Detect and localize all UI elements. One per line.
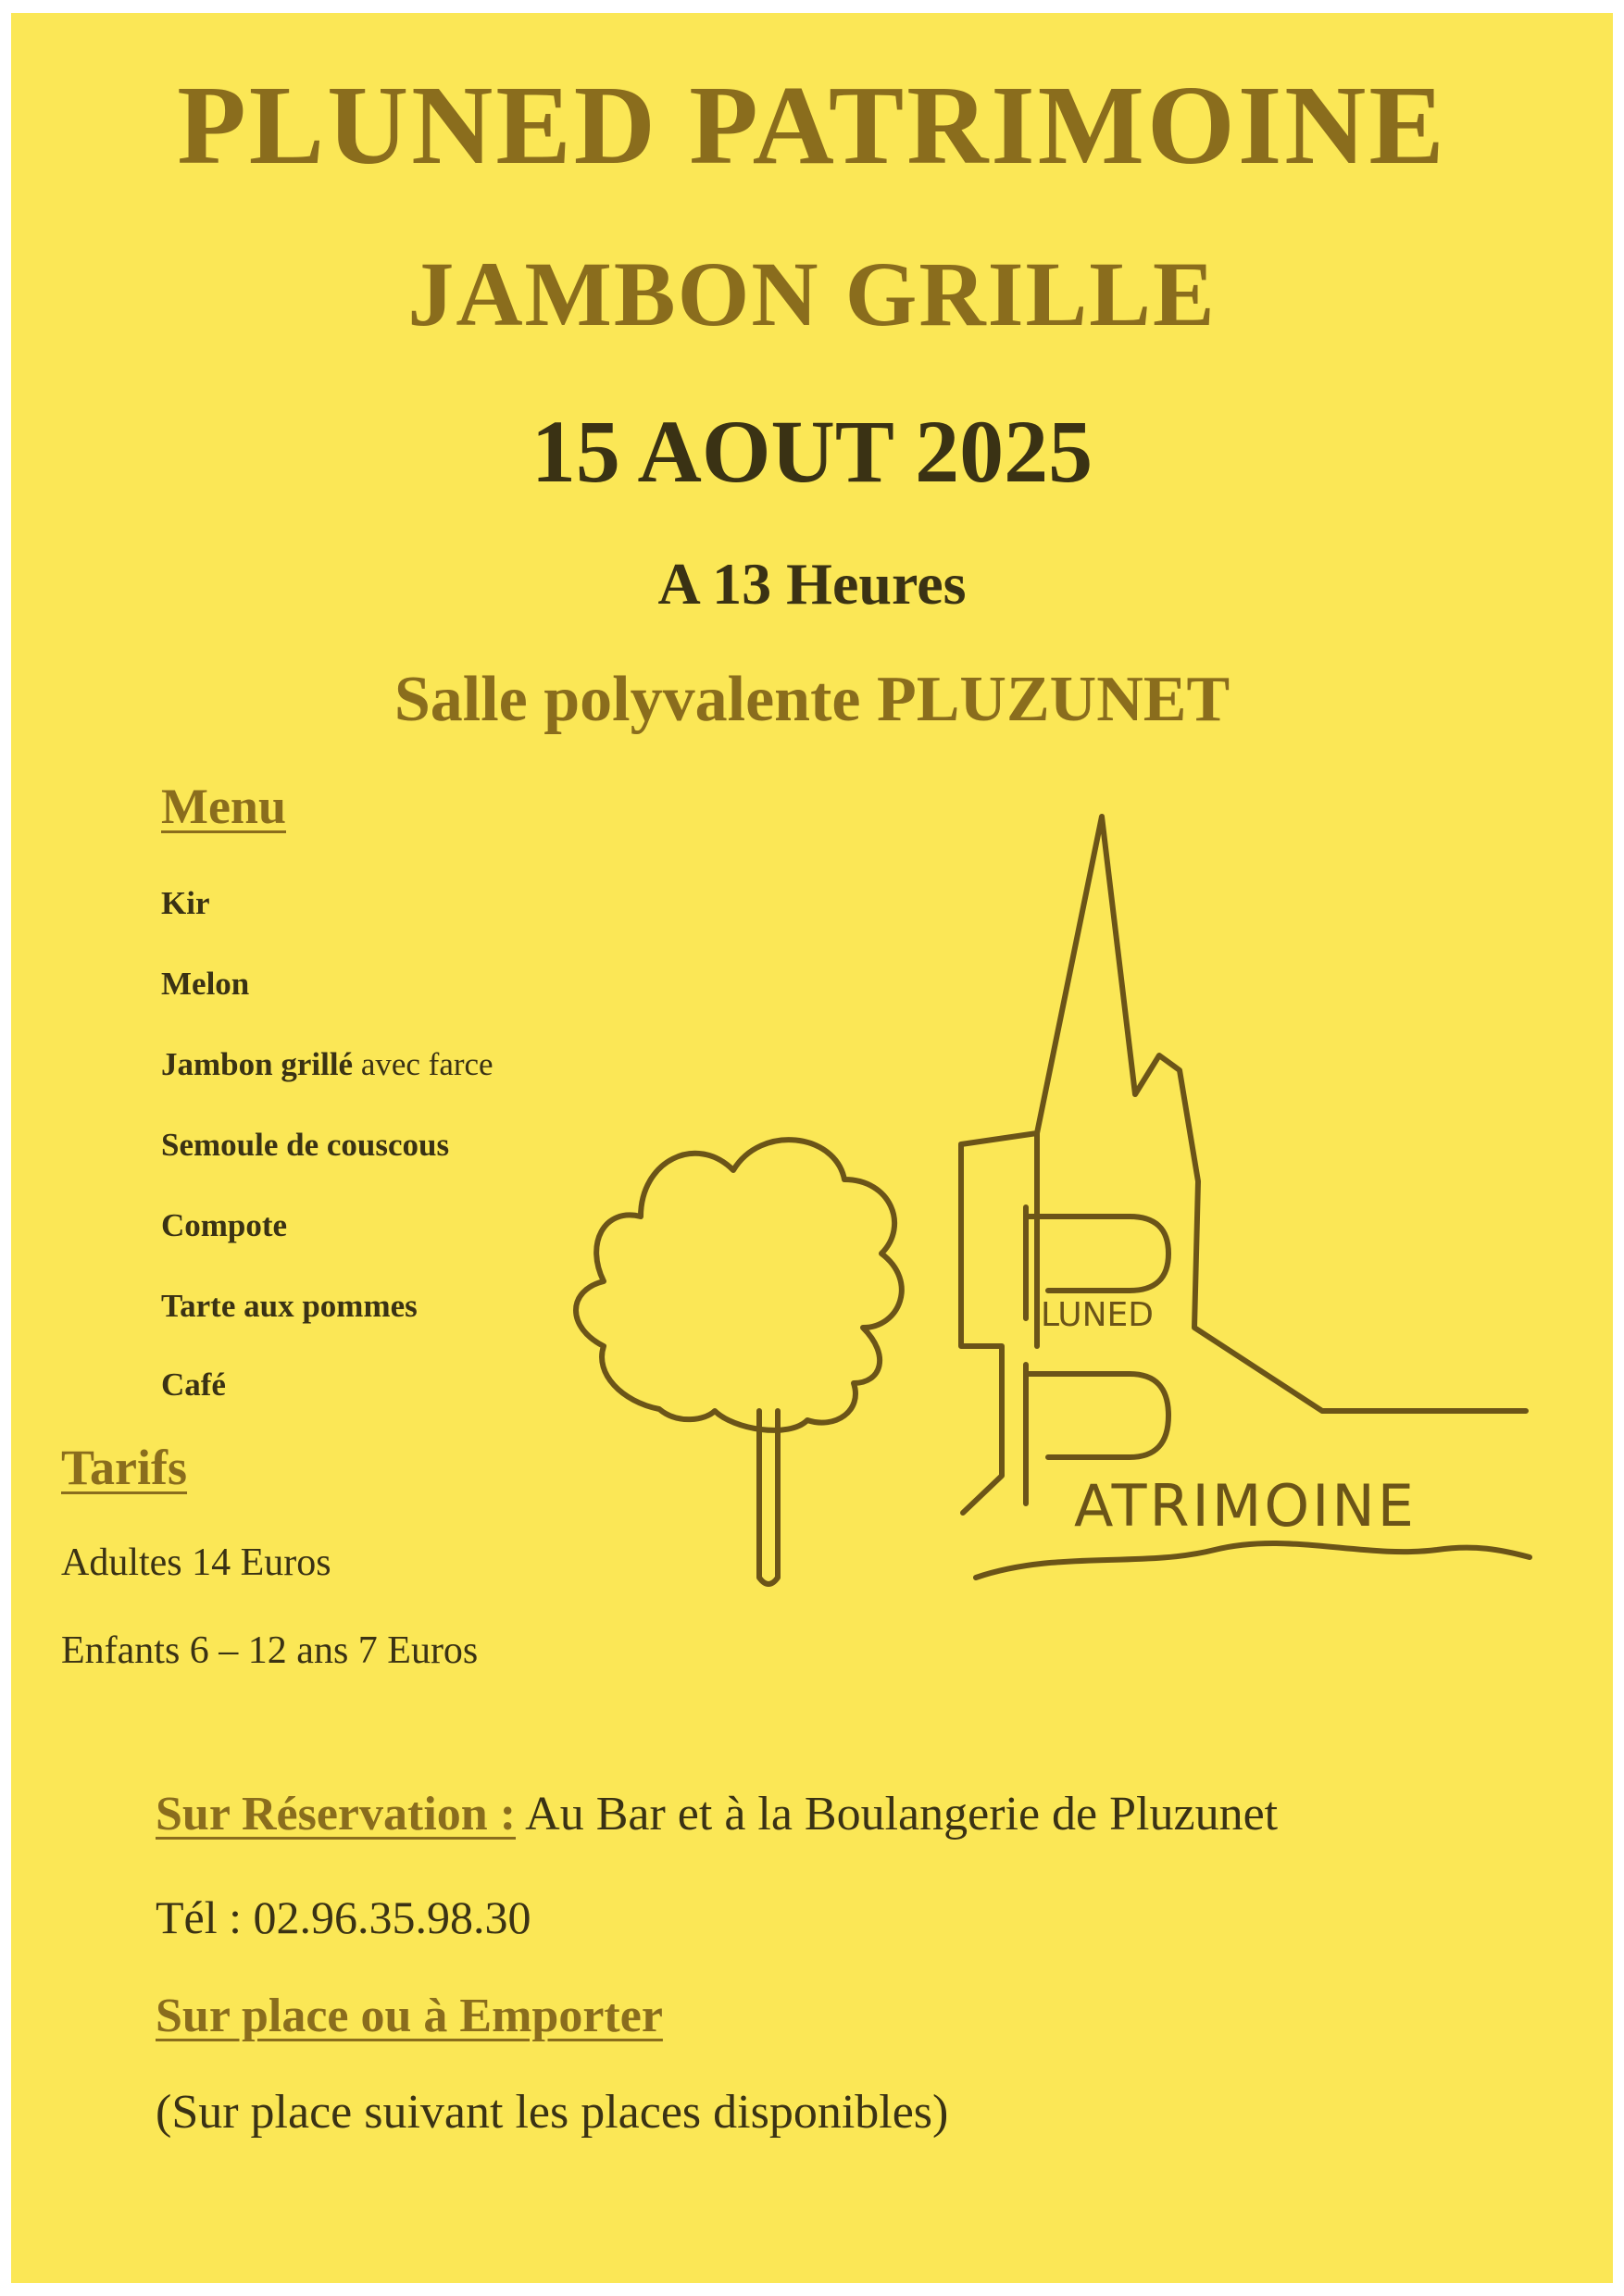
menu-heading: Menu [161, 779, 286, 834]
menu-item: Kir [161, 885, 210, 921]
reservation-label: Sur Réservation : [156, 1788, 517, 1841]
church-icon [961, 817, 1526, 1513]
event-name: JAMBON GRILLE [407, 243, 1217, 345]
price-children: Enfants 6 – 12 ans 7 Euros [61, 1629, 479, 1672]
logo-word-luned: LUNED [1041, 1296, 1155, 1334]
phone-number: Tél : 02.96.35.98.30 [156, 1891, 531, 1943]
event-date: 15 AOUT 2025 [531, 402, 1093, 501]
menu-item: Tarte aux pommes [161, 1288, 418, 1324]
menu-item: Compote [161, 1207, 288, 1243]
logo-word-atrimoine: ATRIMOINE [1074, 1472, 1417, 1540]
menu-item: Semoule de couscous [161, 1127, 450, 1163]
menu-item-suffix: avec farce [360, 1046, 493, 1082]
takeaway-heading: Sur place ou à Emporter [156, 1990, 663, 2042]
venue-label: Salle polyvalente PLUZUNET [394, 664, 1230, 735]
menu-item: Café [161, 1366, 226, 1403]
tarifs-heading: Tarifs [61, 1440, 188, 1495]
event-time: A 13 Heures [657, 551, 967, 617]
menu-item: Melon [161, 966, 250, 1002]
takeaway-note: (Sur place suivant les places disponibles) [156, 2086, 949, 2139]
pluned-patrimoine-logo [11, 13, 1613, 2283]
reservation-places: Au Bar et à la Boulangerie de Pluzunet [525, 1788, 1279, 1841]
wave-icon [976, 1543, 1530, 1578]
price-adults: Adultes 14 Euros [61, 1541, 331, 1584]
poster [11, 13, 1613, 2283]
tree-icon [576, 1140, 902, 1430]
tree-trunk-icon [759, 1411, 778, 1584]
poster-title: PLUNED PATRIMOINE [177, 63, 1447, 188]
menu-item-main: Jambon grillé [161, 1046, 354, 1082]
